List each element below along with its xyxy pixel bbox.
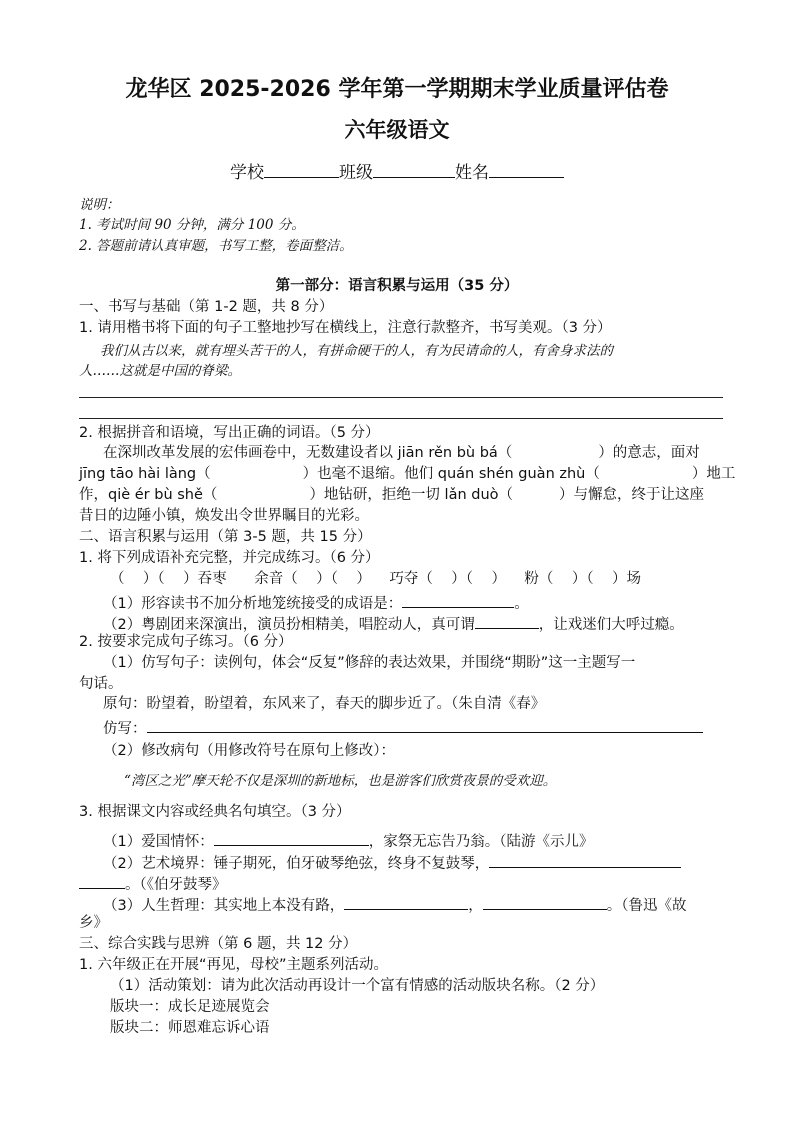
sick-sentence[interactable]: “湾区之光”摩天轮不仅是深圳的新地标，也是游客们欣赏夜景的受欢迎。: [124, 773, 557, 789]
section1-heading: 一、书写与基础（第 1-2 题，共 8 分）: [79, 299, 334, 315]
s2-q3-stem: 3. 根据课文内容或经典名句填空。（3 分）: [79, 804, 351, 820]
imitate-answer[interactable]: [147, 715, 703, 733]
s1-q2-line4: 昔日的边陲小镇，焕发出令世界瞩目的光彩。: [79, 508, 369, 524]
note-item-1: 1. 考试时间 90 分钟，满分 100 分。: [79, 217, 305, 233]
idiom-answer-1[interactable]: [402, 590, 514, 608]
idiom-answer-2[interactable]: [475, 611, 539, 629]
exam-subtitle: 六年级语文: [344, 118, 450, 142]
name-label: 姓名: [455, 163, 489, 183]
imitate-line: 仿写：: [103, 715, 747, 739]
section2-heading: 二、语言积累与运用（第 3-5 题，共 15 分）: [79, 529, 372, 545]
copy-answer-line-1[interactable]: [79, 397, 723, 398]
note-item-2: 2. 答题前请认真审题，书写工整，卷面整洁。: [79, 238, 353, 254]
idiom-fill-row[interactable]: （ ）（ ）吞枣 余音（ ）（ ） 巧夺（ ）（ ） 粉（ ）（ ）场: [110, 571, 642, 587]
class-field[interactable]: [373, 160, 455, 178]
s2-q3-sub2-cont: 。（《伯牙鼓琴》: [79, 871, 723, 895]
student-info-line: [0, 160, 794, 185]
section3-heading: 三、综合实践与思辨（第 6 题，共 12 分）: [79, 936, 358, 952]
s2-q1-stem: 1. 将下列成语补充完整，并完成练习。（6 分）: [79, 550, 380, 566]
school-label: 学校: [230, 163, 264, 183]
original-sentence: 原句：盼望着，盼望着，东风来了，春天的脚步近了。（朱自清《春》: [103, 696, 546, 712]
s1-q1-passage-line2: 人……这就是中国的脊梁。: [79, 363, 241, 379]
s2-q1-sub1: （1）形容读书不加分析地笼统接受的成语是： 。: [103, 590, 747, 614]
s2-q3-sub2: （2）艺术境界：锤子期死，伯牙破琴绝弦，终身不复鼓琴，: [103, 850, 747, 874]
s2-q2-sub1-line1: （1）仿写句子：读例句，体会“反复”修辞的表达效果，并围绕“期盼”这一主题写一: [103, 655, 636, 671]
notes-heading: 说明：: [79, 197, 120, 213]
poem-answer-1[interactable]: [214, 828, 369, 846]
s2-q1-sub2: （2）粤剧团来深演出，演员扮相精美，唱腔动人，真可谓 ，让戏迷们大呼过瘾。: [103, 611, 747, 635]
s1-q2-line1: 在深圳改革发展的宏伟画卷中，无数建设者以 jiān rěn bù bá（ ）的意志，面对: [103, 445, 700, 461]
school-field[interactable]: [264, 160, 339, 178]
s2-q3-sub1: （1）爱国情怀： ，家祭无忘告乃翁。（陆游《示儿》: [103, 828, 747, 852]
activity-block-2: 版块二：师恩难忘诉心语: [110, 1020, 270, 1036]
s2-q2-stem: 2. 按要求完成句子练习。（6 分）: [79, 634, 293, 650]
s2-q2-sub2: （2）修改病句（用修改符号在原句上修改）：: [103, 743, 395, 759]
s2-q2-sub1-line2: 句话。: [79, 676, 123, 692]
s1-q1-passage-line1: 我们从古以来，就有埋头苦干的人，有拼命硬干的人，有为民请命的人，有舍身求法的: [100, 343, 613, 359]
s3-q1-sub1: （1）活动策划：请为此次活动再设计一个富有情感的活动版块名称。（2 分）: [110, 978, 605, 994]
s1-q1-stem: 1. 请用楷书将下面的句子工整地抄写在横线上，注意行款整齐，书写美观。（3 分）: [79, 320, 612, 336]
s2-q3-sub3: （3）人生哲理：其实地上本没有路， ， 。（鲁迅《故: [103, 892, 747, 916]
activity-block-1: 版块一：成长足迹展览会: [110, 999, 270, 1015]
name-field[interactable]: [489, 160, 564, 178]
s1-q2-line2: jīng tāo hài làng（ ）也毫不退缩。他们 quán shén guàn zhù（ ）地工: [79, 466, 736, 482]
s2-q3-sub3-cont: 乡》: [79, 915, 108, 931]
class-label: 班级: [339, 163, 373, 183]
poem-answer-4[interactable]: [483, 892, 607, 910]
part1-heading: 第一部分：语言积累与运用（35 分）: [275, 278, 519, 294]
s1-q2-stem: 2. 根据拼音和语境，写出正确的词语。（5 分）: [79, 425, 380, 441]
poem-answer-2[interactable]: [489, 850, 681, 868]
copy-answer-line-2[interactable]: [79, 418, 723, 419]
s3-q1-stem: 1. 六年级正在开展“再见，母校”主题系列活动。: [79, 957, 388, 973]
exam-title: 龙华区 2025-2026 学年第一学期期末学业质量评估卷: [125, 77, 669, 102]
poem-answer-3[interactable]: [344, 892, 468, 910]
poem-answer-2-cont[interactable]: [79, 871, 125, 889]
s1-q2-line3: 作，qiè ér bù shě（ ）地钻研，拒绝一切 lǎn duò（ ）与懈怠，终于让这座: [79, 487, 705, 503]
